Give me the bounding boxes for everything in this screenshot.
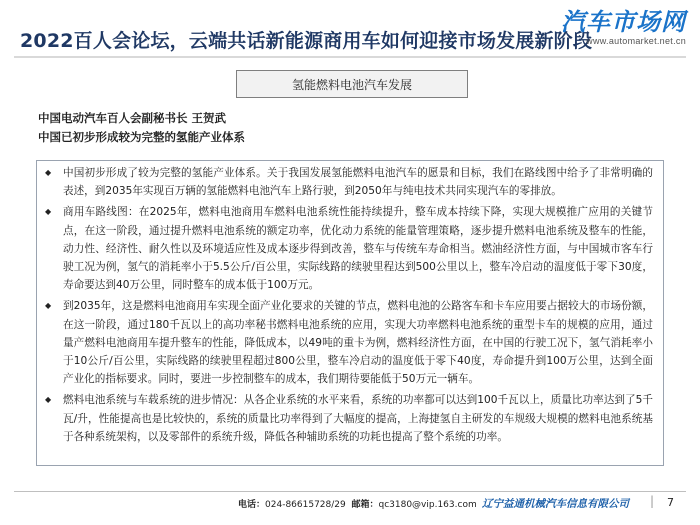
bullet-text: 到2035年，这是燃料电池商用车实现全面产业化要求的关键的节点，燃料电池的公路客车和卡车应用要占据较大的市场份额，在这一阶段，通过180千瓦以上的高功率秘书燃料电池系统的应用，实现大功率燃料电池系统的重型卡车的规模的应用，通过量产燃料电池商用车提升整车的性能，降低成本，以49吨的重卡为例，燃料经济性方面，在中国的行驶工况下，氢气消耗率小于10公斤/百公里，实际线路的续驶里程超过800公里，整车冷启动的温度低于零下40度，寿命提升到100万公里，达到全面产业化的指标要求。同时，要进一步控制整车的成本，我们期待要能低于50万元一辆车。 [63,300,653,386]
email-label: 邮箱： [351,500,379,510]
header-divider [14,56,686,58]
footer-divider [14,491,686,492]
diamond-bullet-icon: ◆ [45,207,52,217]
company-name: 辽宁益通机械汽车信息有限公司 [482,498,629,510]
page-title: 2022百人会论坛，云端共话新能源商用车如何迎接市场发展新阶段 [20,30,593,52]
logo-url: www.automarket.net.cn [586,36,686,46]
list-item [45,203,653,294]
speaker-name: 中国电动汽车百人会副秘书长 王贺武 [38,111,227,125]
diamond-bullet-icon: ◆ [45,168,52,177]
page-number: 7 [667,496,674,509]
speaker-info [38,109,245,147]
footer-separator: | [650,494,655,508]
bullet-text: 燃料电池系统与车载系统的进步情况：从各企业系统的水平来看，系统的功率都可以达到100千瓦以上，质量比功率达到了5千瓦/升，性能提高也是比较快的，系统的质量比功率得到了大幅度的提高，上海捷氢自主研发的车规级大规模的燃料电池系统基于各种系统架构，以及零部件的系统升级，降低各种辅助系统的功耗也提高了整个系统的功率。 [63,394,653,443]
email-address: qc3180@vip.163.com [378,500,477,510]
diamond-bullet-icon: ◆ [45,395,52,405]
diamond-bullet-icon: ◆ [45,301,52,311]
list-item [45,164,653,200]
bullet-text: 中国初步形成了较为完整的氢能产业体系。关于我国发展氢能燃料电池汽车的愿景和目标，我们在路线图中给予了非常明确的表述，到2035年实现百万辆的氢能燃料电池汽车上路行驶，到2050年与纯电技术共同实现汽车的零排放。 [63,167,653,198]
phone-number: 024-86615728/29 [265,500,346,510]
section-subtitle: 氢能燃料电池汽车发展 [236,70,468,98]
logo-text: 汽车市场网 [561,8,686,36]
speaker-headline: 中国已初步形成较为完整的氢能产业体系 [38,130,245,144]
content-box [36,160,664,466]
list-item [45,297,653,388]
phone-label: 电话： [238,500,266,510]
site-logo [516,8,686,54]
bullet-text: 商用车路线图：在2025年，燃料电池商用车燃料电池系统性能持续提升，整车成本持续下降，实现大规模推广应用的关键节点，在这一阶段，通过提升燃料电池系统的额定功率，优化动力系统的能量管理策略，逐步提升燃料电池系统及整车的性能，动力性、经济性、耐久性以及环境适应性及成本逐步得到改善，整车与传统车寿命相当。燃油经济性方面，与中国城市客车行驶工况为例，氢气的消耗率小于5.5公斤/百公里，实际线路的续驶里程达到500公里以上，整车冷启动的温度低于零下30度，寿命要达到40万公里，同时整车的成本低于100万元。 [63,206,653,292]
footer-contact [238,497,477,510]
list-item [45,391,653,446]
